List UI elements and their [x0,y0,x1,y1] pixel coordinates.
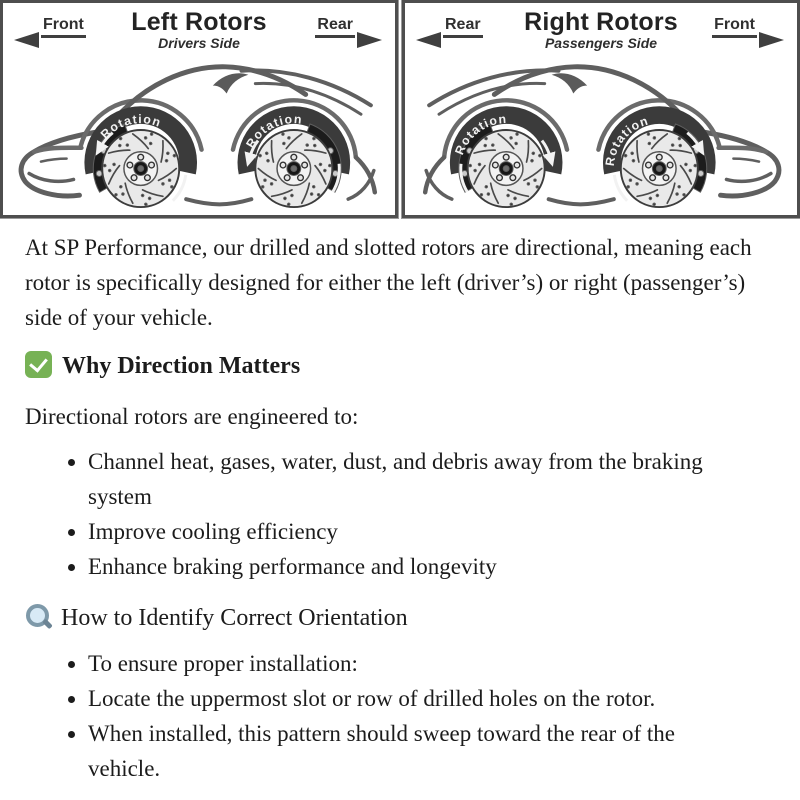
front-direction-label [712,16,757,38]
rotor-direction-diagram [0,0,800,218]
identify-bullet-list [25,646,775,786]
left-arrow-icon [416,32,441,48]
left-arrow-icon [14,32,39,48]
direction-label-text: Front [41,16,86,38]
why-lead-text: Directional rotors are engineered to: [25,404,359,429]
article-content [0,218,800,786]
check-mark-icon [25,351,52,378]
right-arrow-icon [357,32,382,48]
left-rotors-panel [0,0,398,218]
list-item: • To ensure proper installation: [88,646,775,681]
list-item: • When installed, this pattern should sweep toward the rear of the vehicle. [88,716,775,786]
panel-subtitle: Drivers Side [158,35,240,51]
intro-paragraph: At SP Performance, our drilled and slotted rotors are directional, meaning each rotor is specifically designed for either the left (driver’s) or right (passenger’s) side of your vehicle. [25,235,752,330]
panel-title: Left Rotors [131,8,267,36]
why-bullet-list [25,444,775,584]
panel-title: Right Rotors [524,8,678,36]
why-direction-matters-heading [25,348,775,384]
list-item: • Locate the uppermost slot or row of drilled holes on the rotor. [88,681,775,716]
direction-label-text: Rear [443,16,483,38]
identify-orientation-heading [25,600,775,636]
rear-direction-label [443,16,483,38]
list-item: • Enhance braking performance and longevity [88,549,775,584]
panel-subtitle: Passengers Side [544,35,658,51]
front-direction-label [41,16,86,38]
heading-text: How to Identify Correct Orientation [61,605,408,631]
magnifying-glass-icon [25,602,53,630]
heading-text: Why Direction Matters [62,353,301,379]
right-side-car-illustration [418,51,784,213]
right-rotors-panel [402,0,800,218]
right-arrow-icon [759,32,784,48]
direction-label-text: Front [712,16,757,38]
left-side-car-illustration [16,51,382,213]
left-panel-header [3,3,395,51]
direction-label-text: Rear [315,16,355,38]
list-item: • Channel heat, gases, water, dust, and debris away from the braking system [88,444,775,514]
list-item: • Improve cooling efficiency [88,514,775,549]
rear-direction-label [315,16,355,38]
right-panel-header [405,3,797,51]
